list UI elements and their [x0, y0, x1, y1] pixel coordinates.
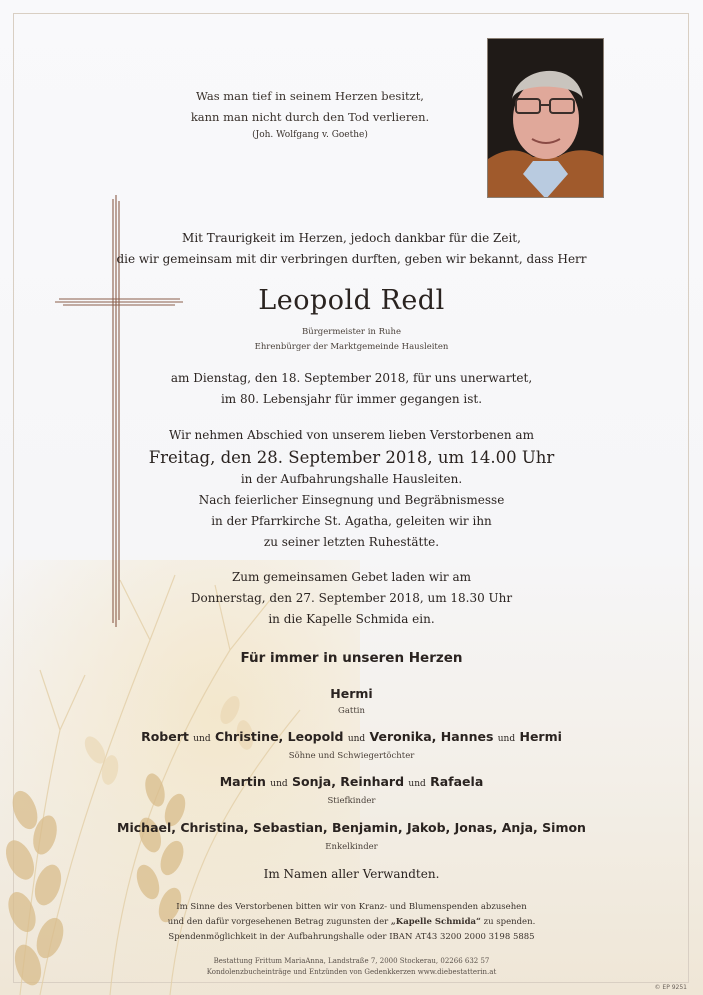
children-relation: Söhne und Schwiegertöchter [288, 751, 415, 761]
connector: und [497, 734, 516, 744]
footer-line-1: Bestattung Frittum MariaAnna, Landstraße 7, 2000 Stockerau, 02266 632 57 [213, 957, 490, 965]
funeral-date: Freitag, den 28. September 2018, um 14.00 Uhr [148, 448, 555, 467]
stepchild-name: Martin [219, 774, 266, 789]
funeral-line-2: Nach feierlicher Einsegnung und Begräbnismesse [198, 493, 505, 507]
quote-line-1: Was man tief in seinem Herzen besitzt, [196, 89, 424, 103]
connector: und [408, 779, 426, 789]
connector: und [270, 779, 288, 789]
donation-recipient: „Kapelle Schmida“ [390, 917, 481, 927]
prayer-line-2: Donnerstag, den 27. September 2018, um 18.30 Uhr [190, 591, 513, 605]
stepchildren-line [0, 774, 703, 789]
donation-text: und den dafür vorgesehenen Betrag zugunsten der [167, 917, 391, 927]
funeral-line-3: in der Pfarrkirche St. Agatha, geleiten wir ihn [211, 514, 492, 528]
quote-source: (Joh. Wolfgang v. Goethe) [252, 130, 368, 140]
prayer-line-1: Zum gemeinsamen Gebet laden wir am [231, 570, 472, 584]
connector: und [193, 734, 211, 744]
death-line-2: im 80. Lebensjahr für immer gegangen ist. [220, 392, 483, 406]
product-code: © EP 9251 [654, 984, 687, 991]
intro-line-2: die wir gemeinsam mit dir verbringen durften, geben wir bekannt, dass Herr [116, 252, 587, 266]
footer-line-2: Kondolenzbucheinträge und Entzünden von Gedenkkerzen www.diebestatterin.at [206, 968, 497, 976]
wife-name: Hermi [330, 686, 373, 701]
quote-line-2: kann man nicht durch den Tod verlieren. [190, 110, 430, 124]
stepchildren-relation: Stiefkinder [327, 796, 376, 806]
child-name: Christine, Leopold [214, 729, 344, 744]
prayer-line-3: in die Kapelle Schmida ein. [268, 612, 435, 626]
relatives-line: Im Namen aller Verwandten. [263, 867, 440, 881]
donation-text: zu spenden. [480, 917, 536, 927]
child-name: Veronika, Hannes [369, 729, 494, 744]
stepchild-name: Rafaela [430, 774, 484, 789]
wife-relation: Gattin [338, 706, 365, 716]
intro-line-1: Mit Traurigkeit im Herzen, jedoch dankbar für die Zeit, [182, 231, 521, 245]
child-name: Robert [141, 729, 189, 744]
deceased-name: Leopold Redl [258, 285, 445, 316]
deceased-title-1: Bürgermeister in Ruhe [302, 327, 401, 337]
connector: und [347, 734, 366, 744]
child-name: Hermi [519, 729, 562, 744]
donation-line-1: Im Sinne des Verstorbenen bitten wir von Kranz- und Blumenspenden abzusehen [176, 902, 527, 912]
children-line [0, 729, 703, 744]
grandchildren-line: Michael, Christina, Sebastian, Benjamin, Jakob, Jonas, Anja, Simon [117, 820, 586, 835]
funeral-line-4: zu seiner letzten Ruhestätte. [263, 535, 440, 549]
deceased-title-2: Ehrenbürger der Marktgemeinde Hausleiten [254, 342, 449, 352]
donation-line-3: Spendenmöglichkeit in der Aufbahrungshalle oder IBAN AT43 3200 2000 3198 5885 [168, 932, 535, 942]
family-heading: Für immer in unseren Herzen [240, 650, 463, 666]
portrait-photo [487, 38, 604, 198]
grandchildren-relation: Enkelkinder [325, 842, 378, 852]
donation-line-2 [0, 917, 703, 927]
stepchild-name: Sonja, Reinhard [292, 774, 405, 789]
funeral-intro: Wir nehmen Abschied von unserem lieben Verstorbenen am [169, 428, 534, 442]
death-line-1: am Dienstag, den 18. September 2018, für uns unerwartet, [170, 371, 533, 385]
funeral-line-1: in der Aufbahrungshalle Hausleiten. [240, 472, 463, 486]
